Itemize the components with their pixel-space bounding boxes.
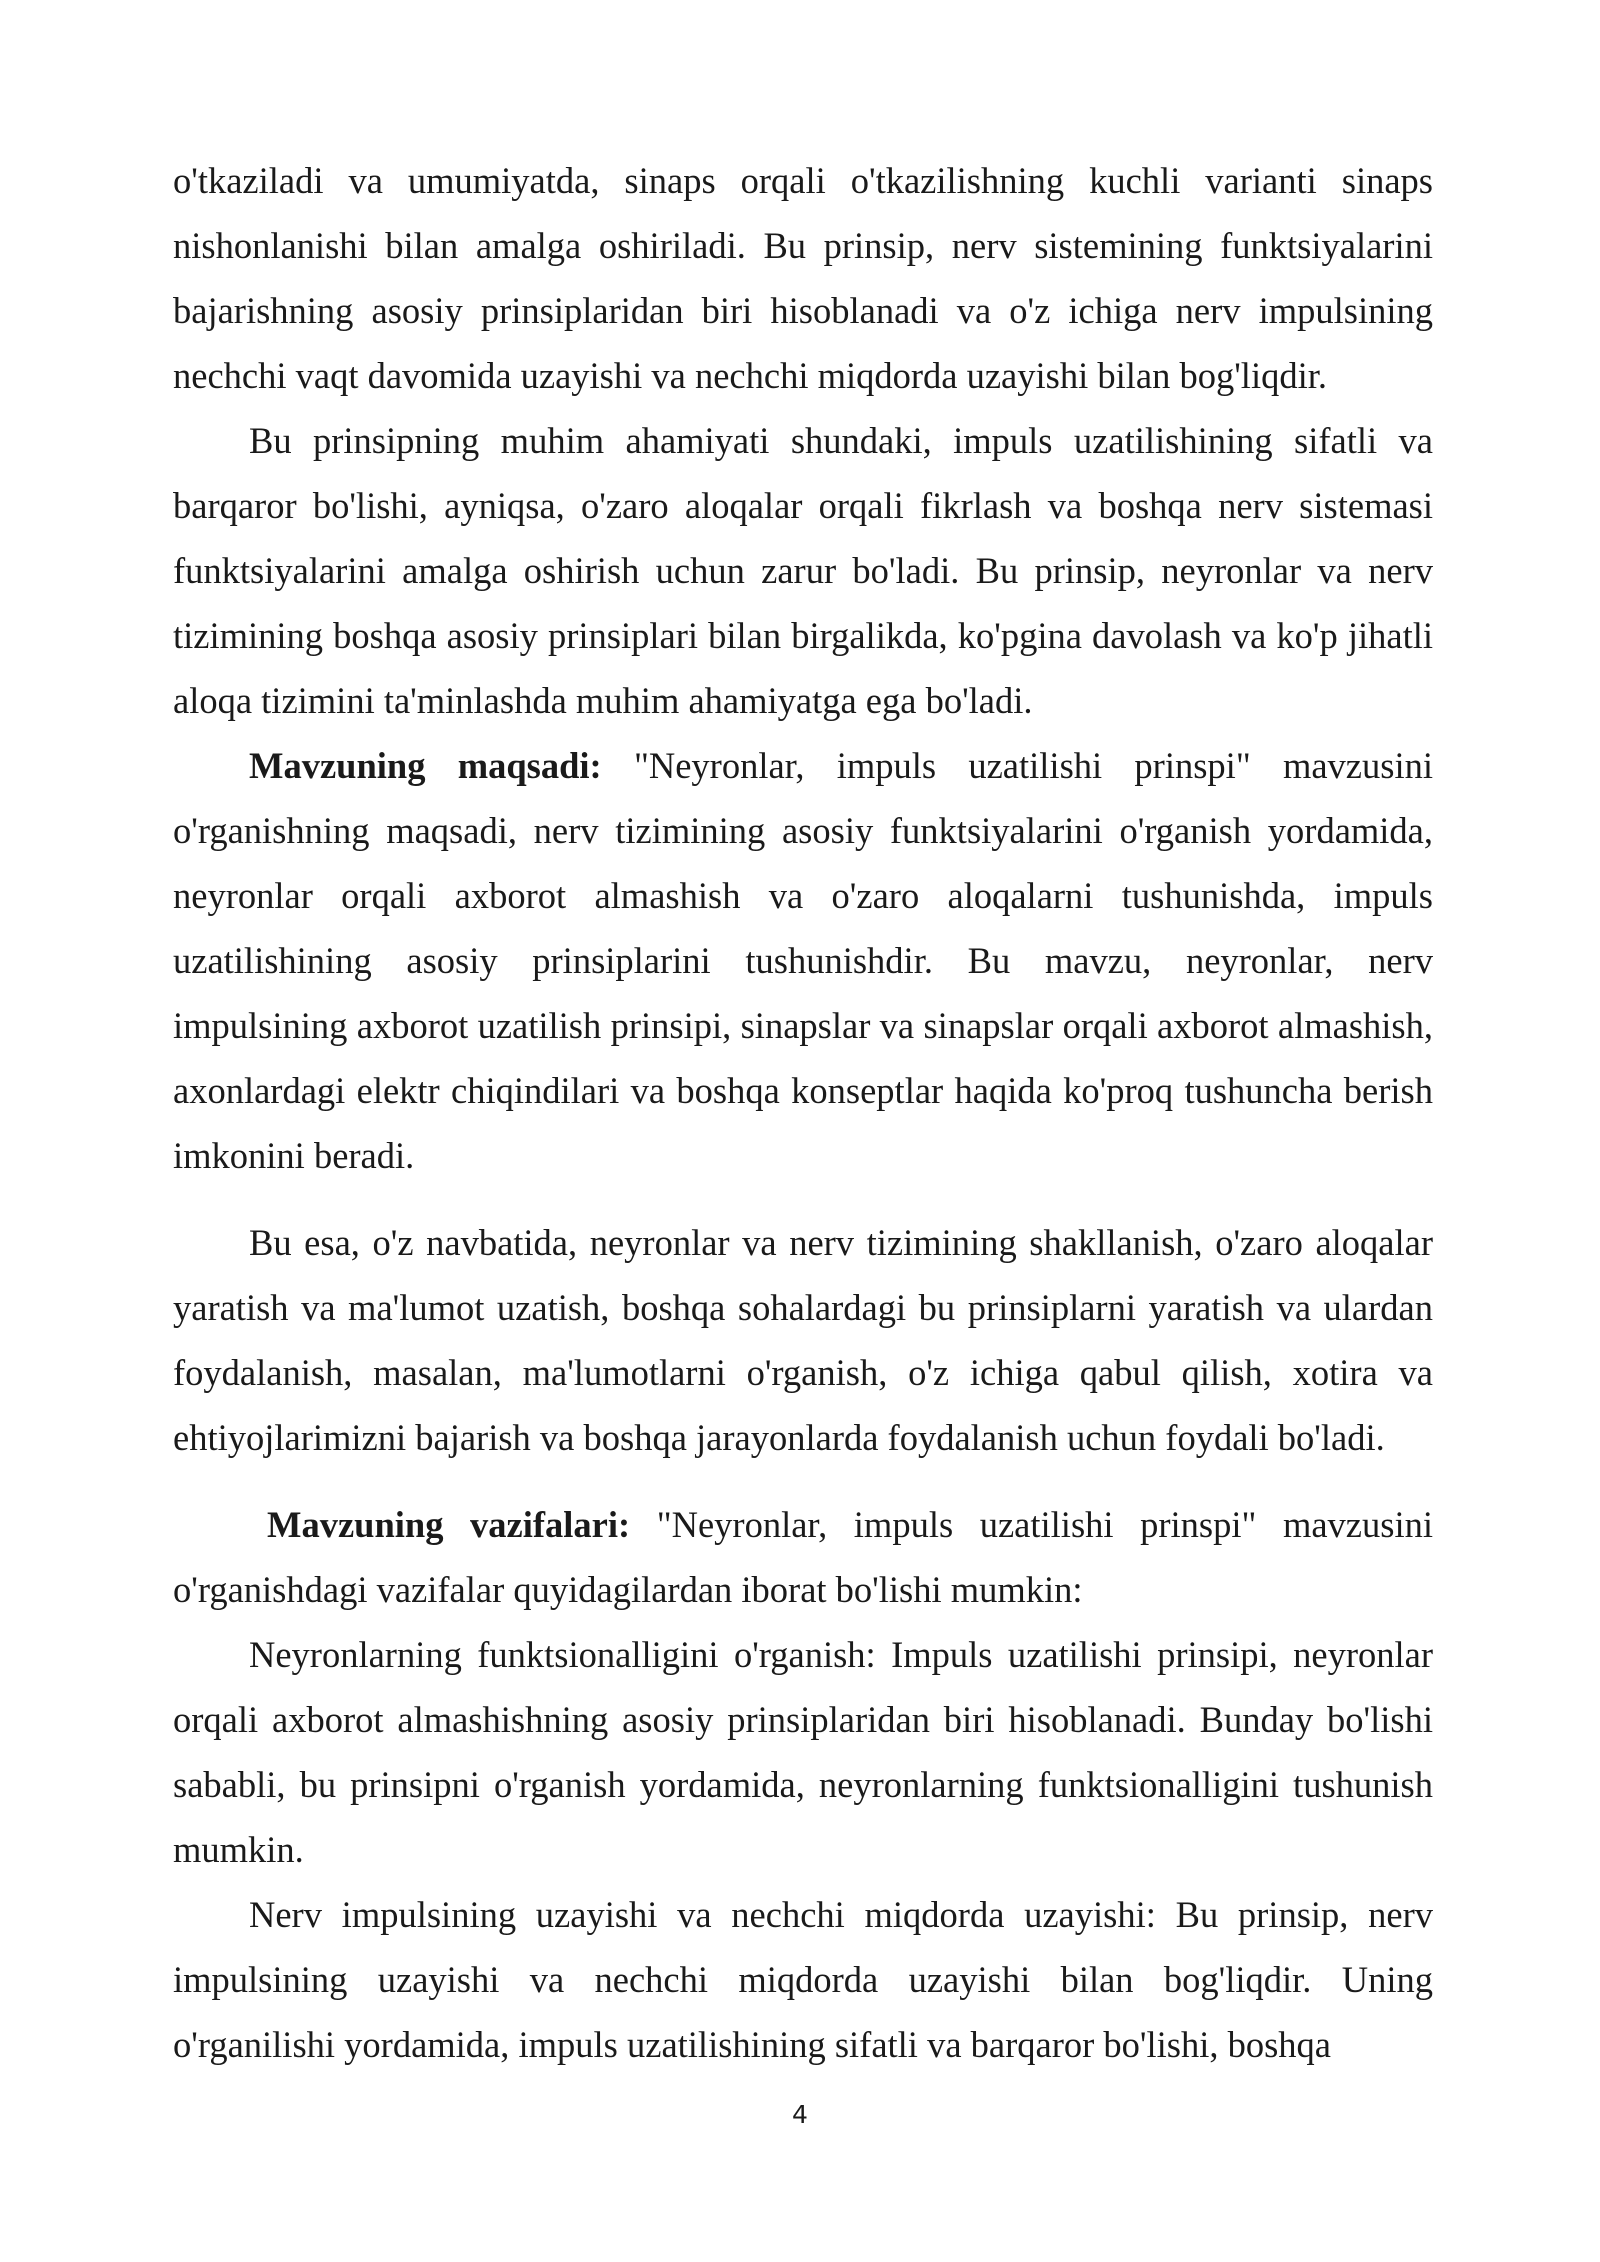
paragraph-goal [173, 733, 1433, 1188]
paragraph-text: Bu esa, o'z navbatida, neyronlar va nerv tizimining shakllanish, o'zaro aloqalar yaratish va ma'lumot uzatish, boshqa sohalardagi bu prinsiplarni yaratish va ulardan foydalanish, masalan, ma'lumotlarni o'rganish, o'z ichiga qabul qilish, xotira va ehtiyojlarimizni bajarish va boshqa jarayonlarda foydalanish uchun foydali bo'ladi. [173, 1222, 1433, 1458]
goal-heading: Mavzuning maqsadi: [249, 745, 602, 786]
paragraph-continuation [173, 148, 1433, 408]
paragraph-text: Bu prinsipning muhim ahamiyati shundaki, impuls uzatilishining sifatli va barqaror bo'lishi, ayniqsa, o'zaro aloqalar orqali fikrlash va boshqa nerv sistemasi funktsiyalarini amalga oshirish uchun zarur bo'ladi. Bu prinsip, neyronlar va nerv tizimining boshqa asosiy prinsiplari bilan birgalikda, ko'pgina davolash va ko'p jihatli aloqa tizimini ta'minlashda muhim ahamiyatga ega bo'ladi. [173, 420, 1433, 721]
page-number: 4 [792, 2100, 808, 2129]
paragraph-tasks [173, 1492, 1433, 1622]
page-body [173, 148, 1433, 2077]
paragraph-text: Nerv impulsining uzayishi va nechchi miqdorda uzayishi: Bu prinsip, nerv impulsining uzayishi va nechchi miqdorda uzayishi bilan bog'liqdir. Uning o'rganilishi yordamida, impuls uzatilishining sifatli va barqaror bo'lishi, boshqa [173, 1894, 1433, 2065]
paragraph-text: o'tkaziladi va umumiyatda, sinaps orqali o'tkazilishning kuchli varianti sinaps nishonlanishi bilan amalga oshiriladi. Bu prinsip, nerv sistemining funktsiyalarini bajarishning asosiy prinsiplaridan biri hisoblanadi va o'z ichiga nerv impulsining nechchi vaqt davomida uzayishi va nechchi miqdorda uzayishi bilan bog'liqdir. [173, 160, 1433, 396]
paragraph-consequence [173, 1210, 1433, 1470]
paragraph-importance [173, 408, 1433, 733]
paragraph-text: Neyronlarning funktsionalligini o'rganish: Impuls uzatilishi prinsipi, neyronlar orqali axborot almashishning asosiy prinsiplaridan biri hisoblanadi. Bunday bo'lishi sababli, bu prinsipni o'rganish yordamida, neyronlarning funktsionalligini tushunish mumkin. [173, 1634, 1433, 1870]
paragraph-task-impulse [173, 1882, 1433, 2077]
paragraph-text: "Neyronlar, impuls uzatilishi prinspi" mavzusini o'rganishning maqsadi, nerv tizimining asosiy funktsiyalarini o'rganish yordamida, neyronlar orqali axborot almashish va o'zaro aloqalarni tushunishda, impuls uzatilishining asosiy prinsiplarini tushunishdir. Bu mavzu, neyronlar, nerv impulsining axborot uzatilish prinsipi, sinapslar va sinapslar orqali axborot almashish, axonlardagi elektr chiqindilari va boshqa konseptlar haqida ko'proq tushuncha berish imkonini beradi. [173, 745, 1433, 1176]
paragraph-text: "Neyronlar, impuls uzatilishi prinspi" mavzusini o'rganishdagi vazifalar quyidagilardan iborat bo'lishi mumkin: [173, 1504, 1433, 1610]
paragraph-task-functionality [173, 1622, 1433, 1882]
tasks-heading: Mavzuning vazifalari: [267, 1504, 631, 1545]
